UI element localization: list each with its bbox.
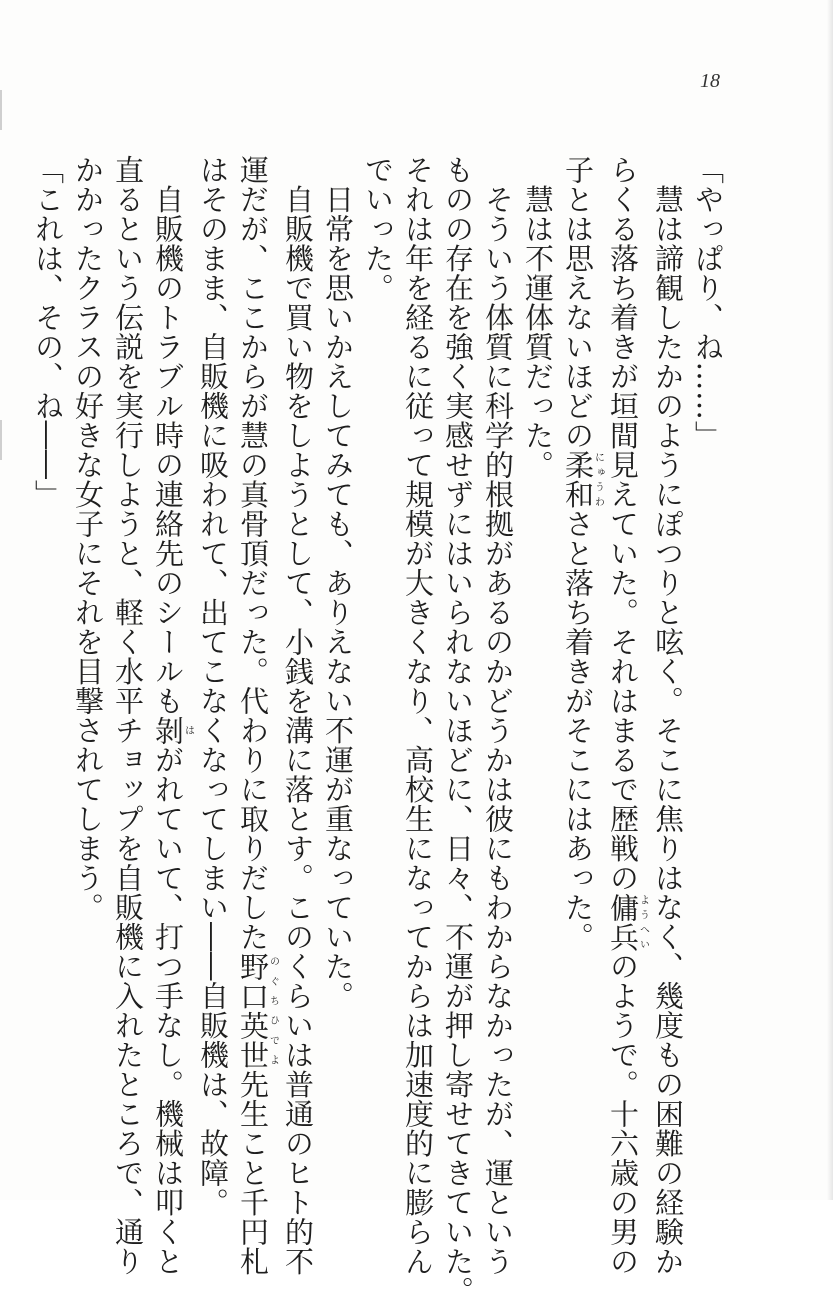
text-run: 自販機で買い物をしようとして、小銭を溝に落とす。このくらいは普通のヒト的不 — [281, 155, 315, 1276]
ruby-base: 野口英世 — [236, 951, 270, 1070]
text-run: さと落ち着きがそこにはあった。 — [561, 509, 595, 952]
ruby-annotated-word — [606, 892, 649, 952]
text-line — [648, 155, 688, 1276]
page-gutter-shadow — [827, 0, 833, 1200]
text-line — [688, 155, 728, 1155]
text-line — [398, 155, 438, 1276]
text-run: のようで。十六歳の男の — [606, 951, 640, 1276]
furigana: にゅうわ — [592, 450, 604, 509]
text-run: そういう体質に科学的根拠があるのかどうかは彼にもわからなかったが、運という — [481, 155, 515, 1276]
text-line — [438, 155, 478, 1306]
ruby-annotated-word — [236, 951, 279, 1070]
ruby-base: 柔和 — [561, 450, 595, 509]
text-run: かかったクラスの好きな女子にそれを目撃されてしまう。 — [71, 155, 105, 922]
text-run: 慧は諦観したかのようにぽつりと呟く。そこに焦りはなく、幾度もの困難の経験か — [651, 155, 685, 1276]
text-line — [193, 155, 233, 1217]
text-run: それは年を経るに従って規模が大きくなり、高校生になってからは加速度的に膨らん — [401, 155, 435, 1276]
text-line — [68, 155, 108, 1155]
text-run: 自販機のトラブル時の連絡先のシールも — [151, 155, 185, 716]
text-run: がれていて、打つ手なし。機械は叩くと — [151, 745, 185, 1276]
text-line — [518, 155, 558, 1155]
text-run: らくる落ち着きが垣間見えていた。それはまるで歴戦の — [606, 155, 640, 893]
text-line — [108, 155, 148, 1276]
text-run: 子とは思えないほどの — [561, 155, 595, 450]
text-run: 「やっぱり、ね……」 — [691, 155, 725, 450]
text-run: でいった。 — [361, 155, 395, 303]
text-run: はそのまま、自販機に吸われて、出てこなくなってしまい――自販機は、故障。 — [196, 155, 230, 1217]
furigana: ようへい — [637, 892, 649, 952]
text-run: 日常を思いかえしてみても、ありえない不運が重なっていた。 — [321, 155, 355, 1011]
ruby-base: 傭兵 — [606, 892, 640, 952]
text-line — [318, 155, 358, 1155]
text-line — [278, 155, 318, 1276]
text-line — [603, 155, 649, 1276]
furigana: のぐちひでよ — [267, 951, 279, 1070]
page-number: 18 — [700, 70, 720, 92]
furigana: は — [182, 715, 194, 745]
text-run: 慧は不運体質だった。 — [521, 155, 555, 480]
text-run: 先生こと千円札 — [236, 1069, 270, 1276]
ruby-annotated-word — [151, 715, 194, 746]
ruby-base: 剝 — [151, 715, 185, 745]
scan-edge-mark — [0, 420, 2, 460]
vertical-body-text — [28, 155, 728, 1306]
text-run: 直るという伝説を実行しようと、軽く水平チョップを自販機に入れたところで、通り — [111, 155, 145, 1276]
ruby-annotated-word — [561, 450, 604, 509]
text-run: 運だが、ここからが慧の真骨頂だった。代わりに取りだした — [236, 155, 270, 952]
scan-edge-mark — [0, 90, 2, 130]
text-line — [148, 155, 194, 1276]
text-line — [358, 155, 398, 1155]
text-line — [558, 155, 603, 1155]
text-run: 「これは、その、ね――」 — [31, 155, 65, 509]
text-line — [28, 155, 68, 1155]
text-line — [233, 155, 279, 1276]
text-run: ものの存在を強く実感せずにはいられないほどに、日々、不運が押し寄せてきていた。 — [441, 155, 475, 1306]
text-line — [478, 155, 518, 1276]
